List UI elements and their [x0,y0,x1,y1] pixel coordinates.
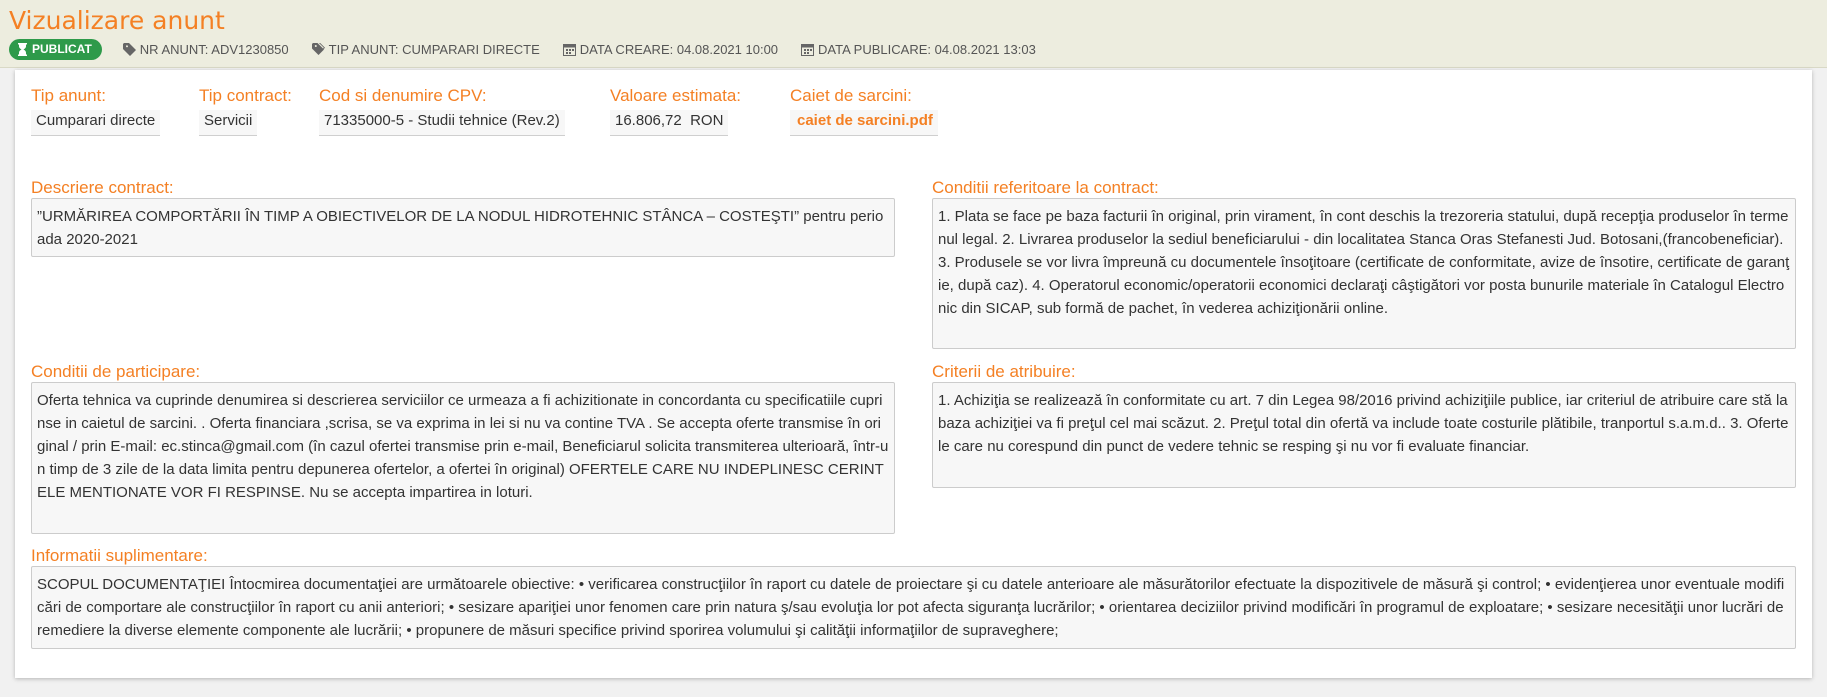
hourglass-icon [17,43,28,56]
caiet-label: Caiet de sarcini: [790,86,912,105]
tip-anunt-label: Tip anunt: [31,86,106,105]
descriere-label: Descriere contract: [31,178,174,197]
conditii-contract-text: 1. Plata se face pe baza facturii în original, prin virament, în cont deschis la trezoreria statului, după recepţia produselor în termenul legal. 2. Livrarea produselor la sediul beneficiarului - din localitatea Stanca Oras Stefanesti Jud. Botosani,(francobeneficiar). 3. Produsele se vor livra împreună cu documentele însoţitoare (certificate de conformitate, avize de însotire, certificate de garanţie, după caz). 4. Operatorul economic/operatorii economici declaraţi câştigători vor posta bunurile materiale în Catalogul Electronic din SICAP, sub formă de pachet, în vederea achiziţionării online. [932,198,1796,349]
data-publicare: DATA PUBLICARE: 04.08.2021 13:03 [801,42,1036,57]
criterii-label: Criterii de atribuire: [932,362,1076,381]
meta-row [9,38,1059,60]
conditii-participare-text: Oferta tehnica va cuprinde denumirea si descrierea serviciilor ce urmeaza a fi achizitionate in concordanta cu specificatiile cuprinse in caietul de sarcini. . Oferta financiara ,scrisa, se va exprima in lei si nu va contine TVA . Se accepta oferte transmise în original / prin E-mail: ec.stinca@gmail.com (în cazul ofertei transmise prin e-mail, Beneficiarul solicita transmiterea ulterioară, într-un timp de 3 zile de la data limita pentru depunerea ofertelor, a ofertei în original) OFERTELE CARE NU INDEPLINESC CERINTELE MENTIONATE VOR FI RESPINSE. Nu se accepta impartirea in loturi. [31,382,895,534]
tag-icon [123,43,136,56]
calendar-icon [801,43,814,56]
tip-contract-label: Tip contract: [199,86,292,105]
cpv-label: Cod si denumire CPV: [319,86,487,105]
status-label: PUBLICAT [32,42,92,56]
conditii-participare-label: Conditii de participare: [31,362,201,381]
page-header [0,0,1827,68]
page-title: Vizualizare anunt [9,6,225,35]
nr-anunt: NR ANUNT: ADV1230850 [123,42,289,57]
caiet-download-link[interactable]: caiet de sarcini.pdf [790,110,938,136]
criterii-text: 1. Achiziţia se realizează în conformitate cu art. 7 din Legea 98/2016 privind achiziţiile publice, iar criteriul de atribuire care stă la baza achiziţiei va fi preţul cel mai scăzut. 2. Preţul total din ofertă va include toate costurile plătibile, tranportul s.a.m.d.. 3. Ofertele care nu corespund din punct de vedere tehnic se resping şi nu vor fi evaluate financiar. [932,382,1796,488]
descriere-text: ”URMĂRIREA COMPORTĂRII ÎN TIMP A OBIECTIVELOR DE LA NODUL HIDROTEHNIC STÂNCA – COSTEŞTI” pentru perioada 2020-2021 [31,198,895,257]
tip-contract-value: Servicii [199,110,257,136]
tip-anunt-value: Cumparari directe [31,110,160,136]
tags-icon [312,43,325,56]
status-badge [9,39,102,60]
informatii-label: Informatii suplimentare: [31,546,208,565]
valoare-label: Valoare estimata: [610,86,742,105]
tip-anunt: TIP ANUNT: CUMPARARI DIRECTE [312,42,540,57]
valoare-value: 16.806,72 RON [610,110,728,136]
informatii-text: SCOPUL DOCUMENTAŢIEI Întocmirea documentaţiei are următoarele obiective: • verificarea construcţiilor în raport cu datele de proiectare şi cu datele anterioare ale măsurătorilor efectuate la dispozitivele de măsură şi control; • evidenţierea unor eventuale modificări de comportare ale construcţiilor în raport cu anii anteriori; • sesizare apariţiei unor fenomen care prin natura ş/sau evoluţia lor pot afecta siguranţa lucrărilor; • orientarea deciziilor privind modificări în programul de exploatare; • sesizare necesităţii unor lucrări de remediere la diverse elemente componente ale lucrării; • propunere de măsuri specifice privind sporirea volumului şi calităţii informaţiilor de supraveghere; [31,566,1796,649]
conditii-contract-label: Conditii referitoare la contract: [932,178,1159,197]
cpv-value: 71335000-5 - Studii tehnice (Rev.2) [319,110,565,136]
announcement-card [15,70,1812,678]
data-creare: DATA CREARE: 04.08.2021 10:00 [563,42,778,57]
calendar-icon [563,43,576,56]
